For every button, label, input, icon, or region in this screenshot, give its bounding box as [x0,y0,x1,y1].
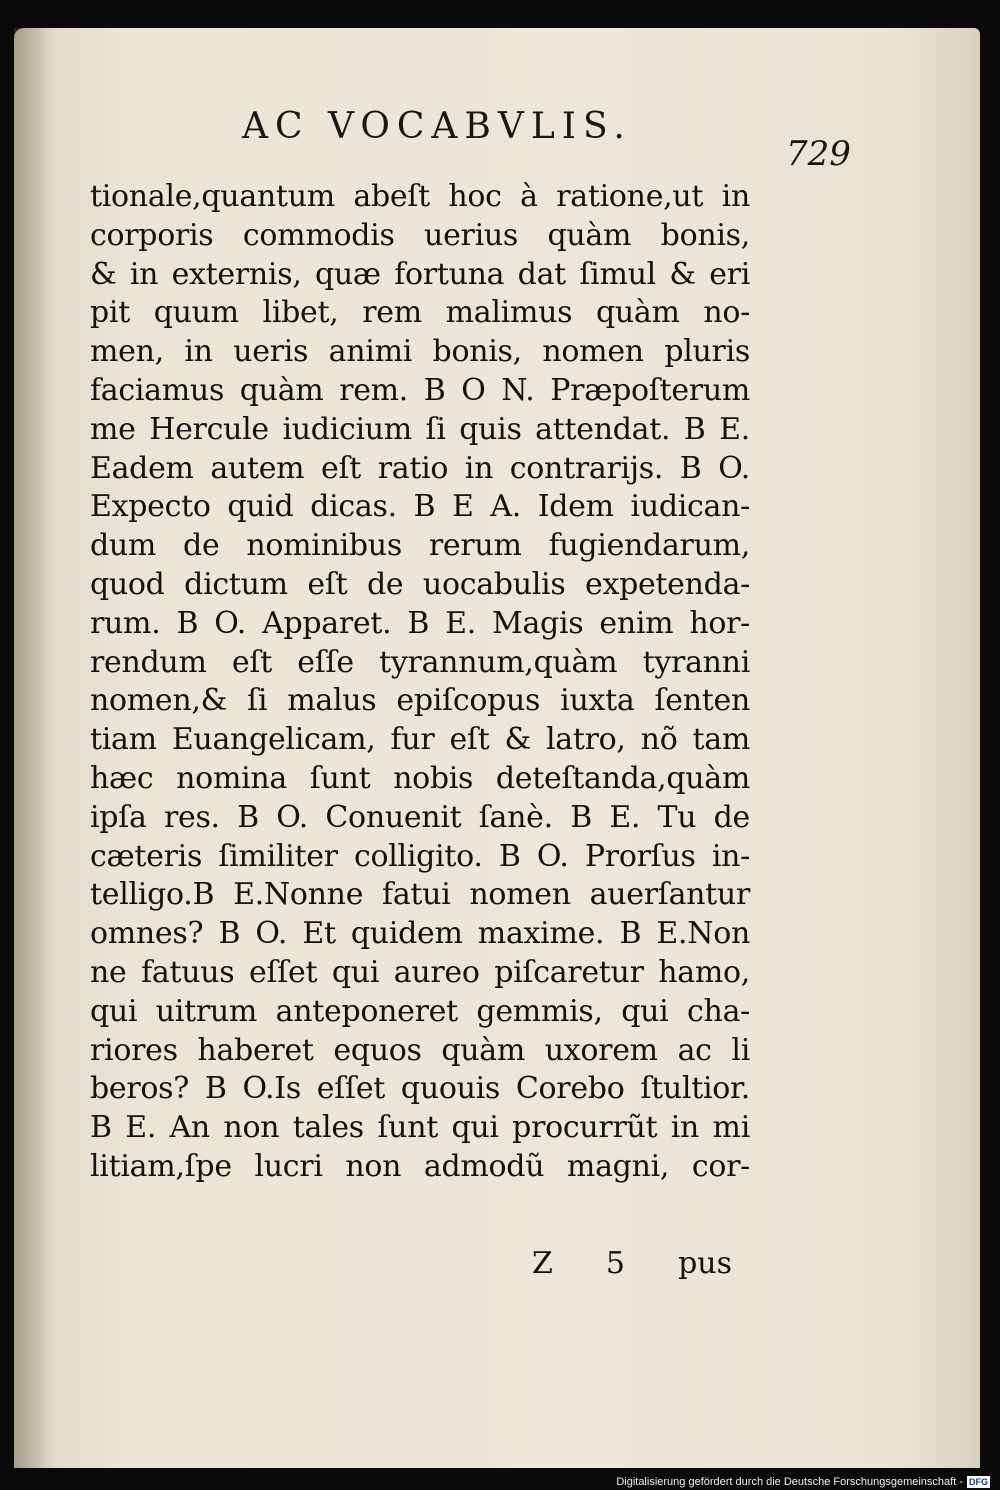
text-line: beros? B O.Is eſſet quouis Corebo ſtultior. [90,1071,750,1107]
dfg-logo: DFG [969,1477,988,1487]
text-line: rendum eſt eſſe tyrannum,quàm tyranni [90,644,750,680]
credit-text: Digitalisierung gefördert durch die Deutsche Forschungsgemeinschaft - [616,1476,963,1488]
text-line: & in externis, quæ fortuna dat ſimul & eri [90,256,750,292]
text-line: pit quum libet, rem malimus quàm no- [90,295,750,331]
text-line: B E. An non tales ſunt qui procurrũt in mi [90,1110,750,1146]
signature-mark: Z [532,1246,553,1281]
text-line: nomen,& ſi malus epiſcopus iuxta ſenten [90,683,750,719]
text-line: ipſa res. B O. Conuenit ſanè. B E. Tu de [90,799,750,835]
text-line: hæc nomina ſunt nobis deteſtanda,quàm [90,760,750,796]
text-line: men, in ueris animi bonis, nomen pluris [90,334,750,370]
text-line: riores haberet equos quàm uxorem ac li [90,1032,750,1068]
text-block [90,178,750,1187]
text-line: qui uitrum anteponeret gemmis, qui cha- [90,993,750,1029]
text-line: corporis commodis uerius quàm bonis, [90,217,750,253]
text-line: litiam,ſpe lucri non admodũ magni, cor- [90,1148,750,1184]
text-line: ne fatuus eſſet qui aureo piſcaretur hamo, [90,954,750,990]
text-line: tiam Euangelicam, fur eſt & latro, nõ tam [90,722,750,758]
text-line: dum de nominibus rerum fugiendarum, [90,528,750,564]
catchword: pus [678,1246,732,1281]
text-line: tionale,quantum abeſt hoc à ratione,ut in [90,179,750,214]
signature-number: 5 [605,1246,626,1281]
text-line: me Hercule iudicium ſi quis attendat. B E. [90,411,750,447]
text-line: faciamus quàm rem. B O N. Præpoſterum [90,372,750,408]
book-page [14,28,980,1468]
text-line: omnes? B O. Et quidem maxime. B E.Non [90,916,750,952]
text-line: rum. B O. Apparet. B E. Magis enim hor- [90,605,750,641]
text-line: cæteris ſimiliter colligito. B O. Prorſus in- [90,838,750,874]
text-line: Eadem autem eſt ratio in contrarijs. B O. [90,450,750,486]
text-line: telligo.B E.Nonne fatui nomen auerſantur [90,877,750,913]
catchword-line [532,1246,732,1281]
page-number: 729 [786,134,851,174]
text-line: Expecto quid dicas. B E A. Idem iudican- [90,489,750,525]
text-line: quod dictum eſt de uocabulis expetenda- [90,566,750,602]
running-head: AC VOCABVLIS. [242,106,632,147]
digitization-credit [616,1476,990,1488]
